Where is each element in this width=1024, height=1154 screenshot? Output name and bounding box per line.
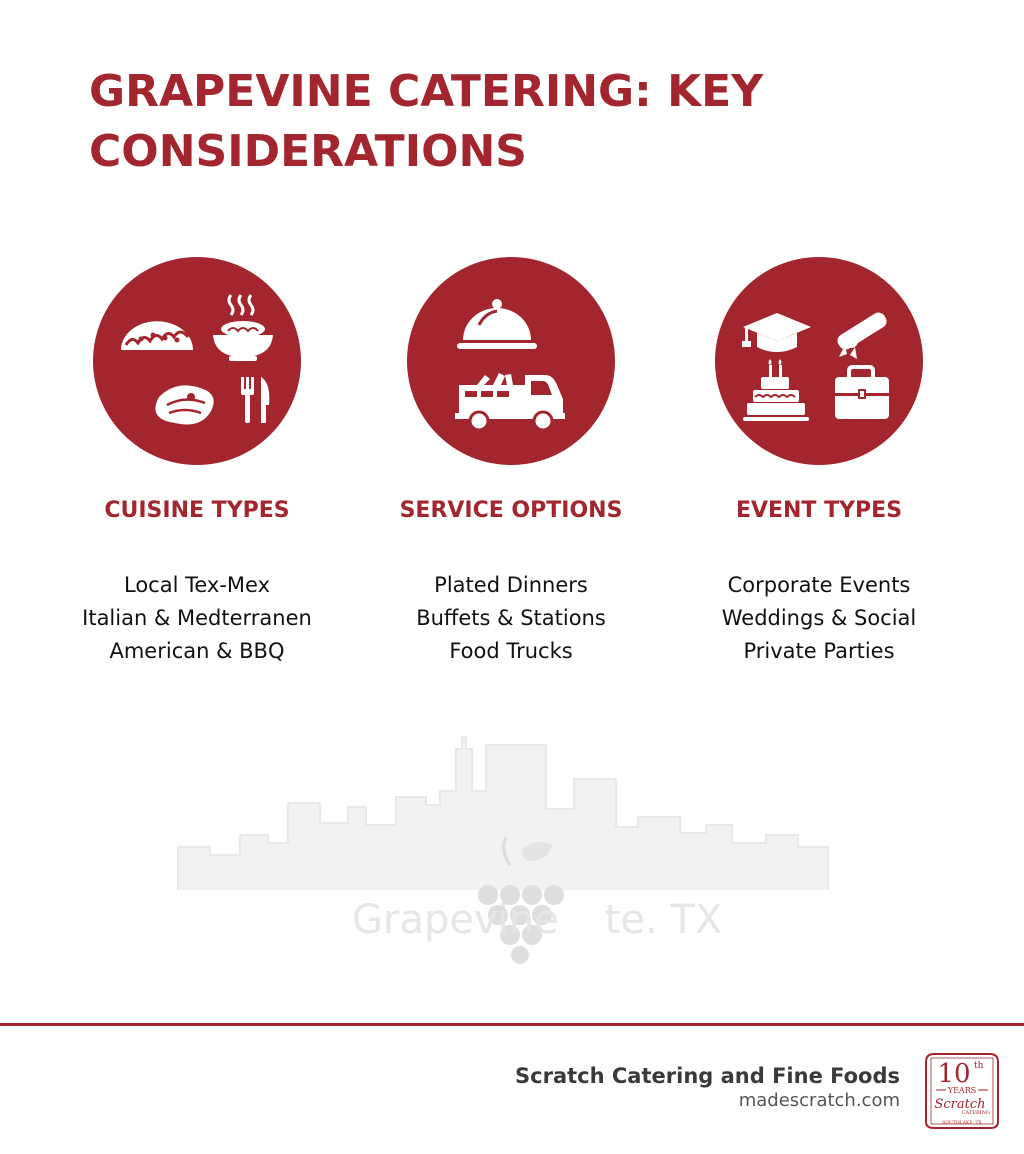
event-icon-circle <box>715 257 923 465</box>
list-item: Buffets & Stations <box>416 606 606 630</box>
noodle-bowl-icon <box>213 295 273 361</box>
taco-icon <box>121 321 193 350</box>
anniversary-badge-logo <box>922 1048 1002 1132</box>
cuisine-types-heading: CUISINE TYPES <box>104 498 290 523</box>
service-options-heading: SERVICE OPTIONS <box>399 498 623 523</box>
watermark-text <box>352 897 723 943</box>
footer-divider <box>0 1023 1024 1026</box>
list-item: Italian & Medterranen <box>82 606 312 630</box>
list-item: Food Trucks <box>449 639 573 663</box>
list-item: American & BBQ <box>109 639 285 663</box>
company-url[interactable]: madescratch.com <box>738 1090 900 1111</box>
badge-sub: CATERING <box>961 1110 991 1116</box>
watermark-text-right: te. TX <box>604 897 723 943</box>
company-name: Scratch Catering and Fine Foods <box>515 1064 900 1088</box>
page-title: GRAPEVINE CATERING: KEY CONSIDERATIONS <box>89 66 764 177</box>
badge-script: Scratch <box>934 1097 986 1112</box>
badge-location: SOUTHLAKE, TX <box>942 1121 982 1126</box>
service-options-column <box>361 257 661 668</box>
diploma-icon <box>835 310 889 359</box>
service-icon-circle <box>407 257 615 465</box>
graduation-cap-icon <box>742 313 811 352</box>
cloche-icon <box>457 299 537 349</box>
event-types-list <box>669 569 969 668</box>
list-item: Plated Dinners <box>434 573 588 597</box>
cuisine-types-list <box>47 569 347 668</box>
cuisine-types-column <box>47 257 347 668</box>
briefcase-icon <box>835 367 889 419</box>
cuisine-icon-circle <box>93 257 301 465</box>
event-types-heading: EVENT TYPES <box>735 498 903 523</box>
list-item: Weddings & Social <box>721 606 917 630</box>
badge-number: 10 <box>937 1059 971 1089</box>
list-item: Local Tex-Mex <box>123 573 270 597</box>
badge-superscript: th <box>974 1061 984 1071</box>
list-item: Corporate Events <box>727 573 911 597</box>
badge-years: YEARS <box>947 1086 977 1095</box>
birthday-cake-icon <box>743 359 809 421</box>
watermark-text-left: Grapevine <box>352 897 559 943</box>
list-item: Private Parties <box>743 639 895 663</box>
service-options-list <box>361 569 661 668</box>
event-types-column <box>669 257 969 668</box>
steak-icon <box>155 385 213 424</box>
food-truck-icon <box>455 373 565 430</box>
fork-knife-icon <box>241 377 269 423</box>
